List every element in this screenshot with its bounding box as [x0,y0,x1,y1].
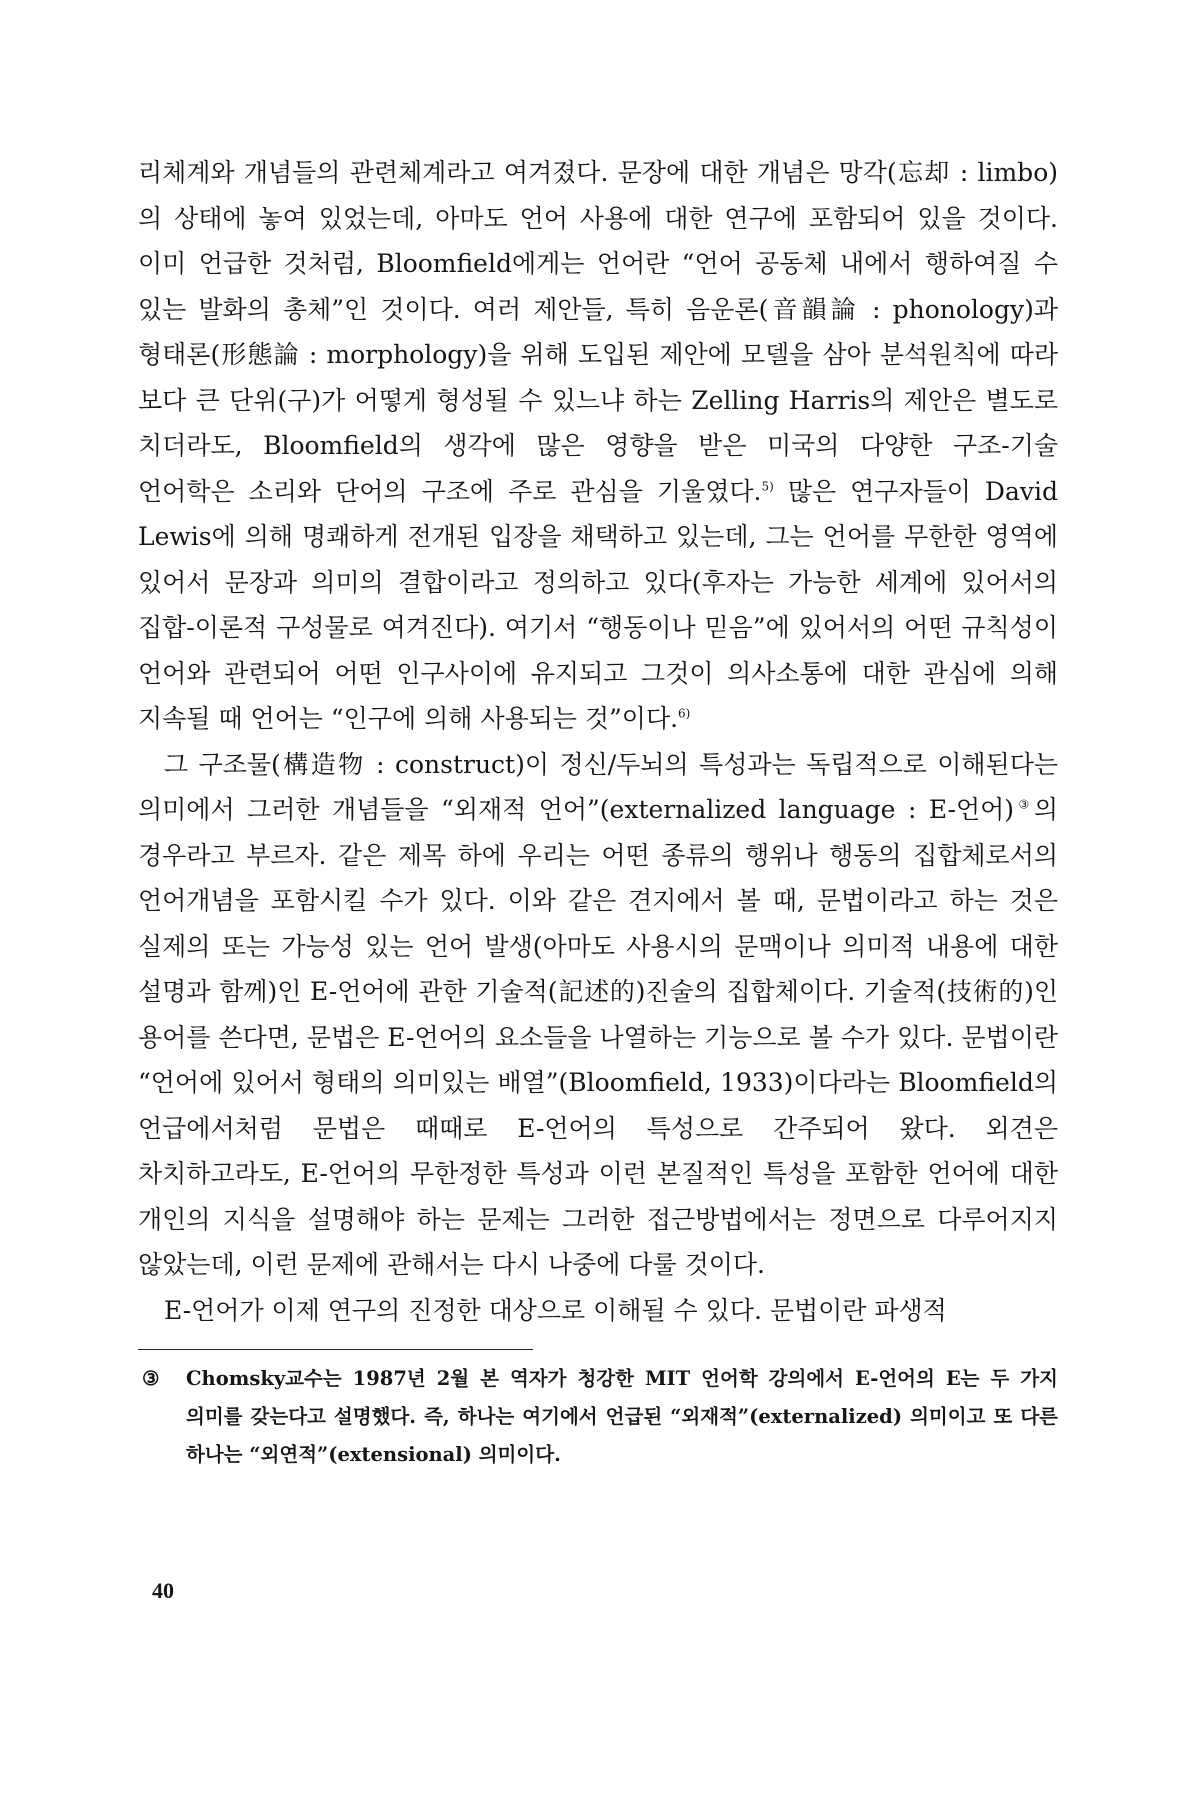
body-paragraph-3 [138,1288,1058,1334]
paragraph-1-text-b: 많은 연구자들이 David Lewis에 의해 명쾌하게 전개된 입장을 채택하고 있는데, 그는 언어를 무한한 영역에 있어서 문장과 의미의 결합이라고 정의하고 있다(후자는 가능한 세계에 있어서의 집합-이론적 구성물로 여겨진다). 여기서 “행동이나 믿음”에 있어서의 어떤 규칙성이 언어와 관련되어 어떤 인구사이에 유지되고 그것이 의사소통에 대한 관심에 의해 지속될 때 언어는 “인구에 의해 사용되는 것”이다. [138,476,1058,733]
paragraph-3-text: E-언어가 이제 연구의 진정한 대상으로 이해될 수 있다. 문법이란 파생적 [164,1295,947,1325]
footnote-ref-3: ③ [1014,797,1034,812]
body-paragraph-1 [138,150,1058,742]
endnote-ref-6: 6) [678,706,691,721]
body-paragraph-2 [138,742,1058,1288]
endnote-ref-5: 5) [761,479,774,494]
page-body [138,150,1058,1474]
footnote-text: Chomsky교수는 1987년 2월 본 역자가 청강한 MIT 언어학 강의에서 E-언어의 E는 두 가지 의미를 갖는다고 설명했다. 즉, 하나는 여기에서 언급된 “외재적”(externalized) 의미이고 또 다른 하나는 “외연적”(extensional) 의미이다. [186,1367,1058,1466]
paragraph-1-text-a: 리체계와 개념들의 관련체계라고 여겨졌다. 문장에 대한 개념은 망각(忘却 : limbo)의 상태에 놓여 있었는데, 아마도 언어 사용에 대한 연구에 포함되어 있을 것이다. 이미 언급한 것처럼, Bloomfield에게는 언어란 “언어 공동체 내에서 행하여질 수 있는 발화의 총체”인 것이다. 여러 제안들, 특히 음운론(音韻論 : phonology)과 형태론(形態論 : morphology)을 위해 도입된 제안에 모델을 삼아 분석원칙에 따라 보다 큰 단위(구)가 어떻게 형성될 수 있느냐 하는 Zelling Harris의 제안은 별도로 치더라도, Bloomfield의 생각에 많은 영향을 받은 미국의 다양한 구조-기술 언어학은 소리와 단어의 구조에 주로 관심을 기울였다. [138,158,1058,506]
footnote-marker: ③ [142,1367,160,1390]
footnote-divider [138,1349,533,1350]
footnote [138,1360,1058,1474]
paragraph-2-text-a: 그 구조물(構造物 : construct)이 정신/두뇌의 특성과는 독립적으로 이해된다는 의미에서 그러한 개념들을 “외재적 언어”(externalized language : E-언어) [138,749,1058,824]
page-number: 40 [152,1578,174,1603]
paragraph-2-text-b: 의 경우라고 부르자. 같은 제목 하에 우리는 어떤 종류의 행위나 행동의 집합체로서의 언어개념을 포함시킬 수가 있다. 이와 같은 견지에서 볼 때, 문법이라고 하는 것은 실제의 또는 가능성 있는 언어 발생(아마도 사용시의 문맥이나 의미적 내용에 대한 설명과 함께)인 E-언어에 관한 기술적(記述的)진술의 집합체이다. 기술적(技術的)인 용어를 쓴다면, 문법은 E-언어의 요소들을 나열하는 기능으로 볼 수가 있다. 문법이란 “언어에 있어서 형태의 의미있는 배열”(Bloomfield, 1933)이다라는 Bloomfield의 언급에서처럼 문법은 때때로 E-언어의 특성으로 간주되어 왔다. 외견은 차치하고라도, E-언어의 무한정한 특성과 이런 본질적인 특성을 포함한 언어에 대한 개인의 지식을 설명해야 하는 문제는 그러한 접근방법에서는 정면으로 다루어지지 않았는데, 이런 문제에 관해서는 다시 나중에 다룰 것이다. [138,795,1058,1279]
